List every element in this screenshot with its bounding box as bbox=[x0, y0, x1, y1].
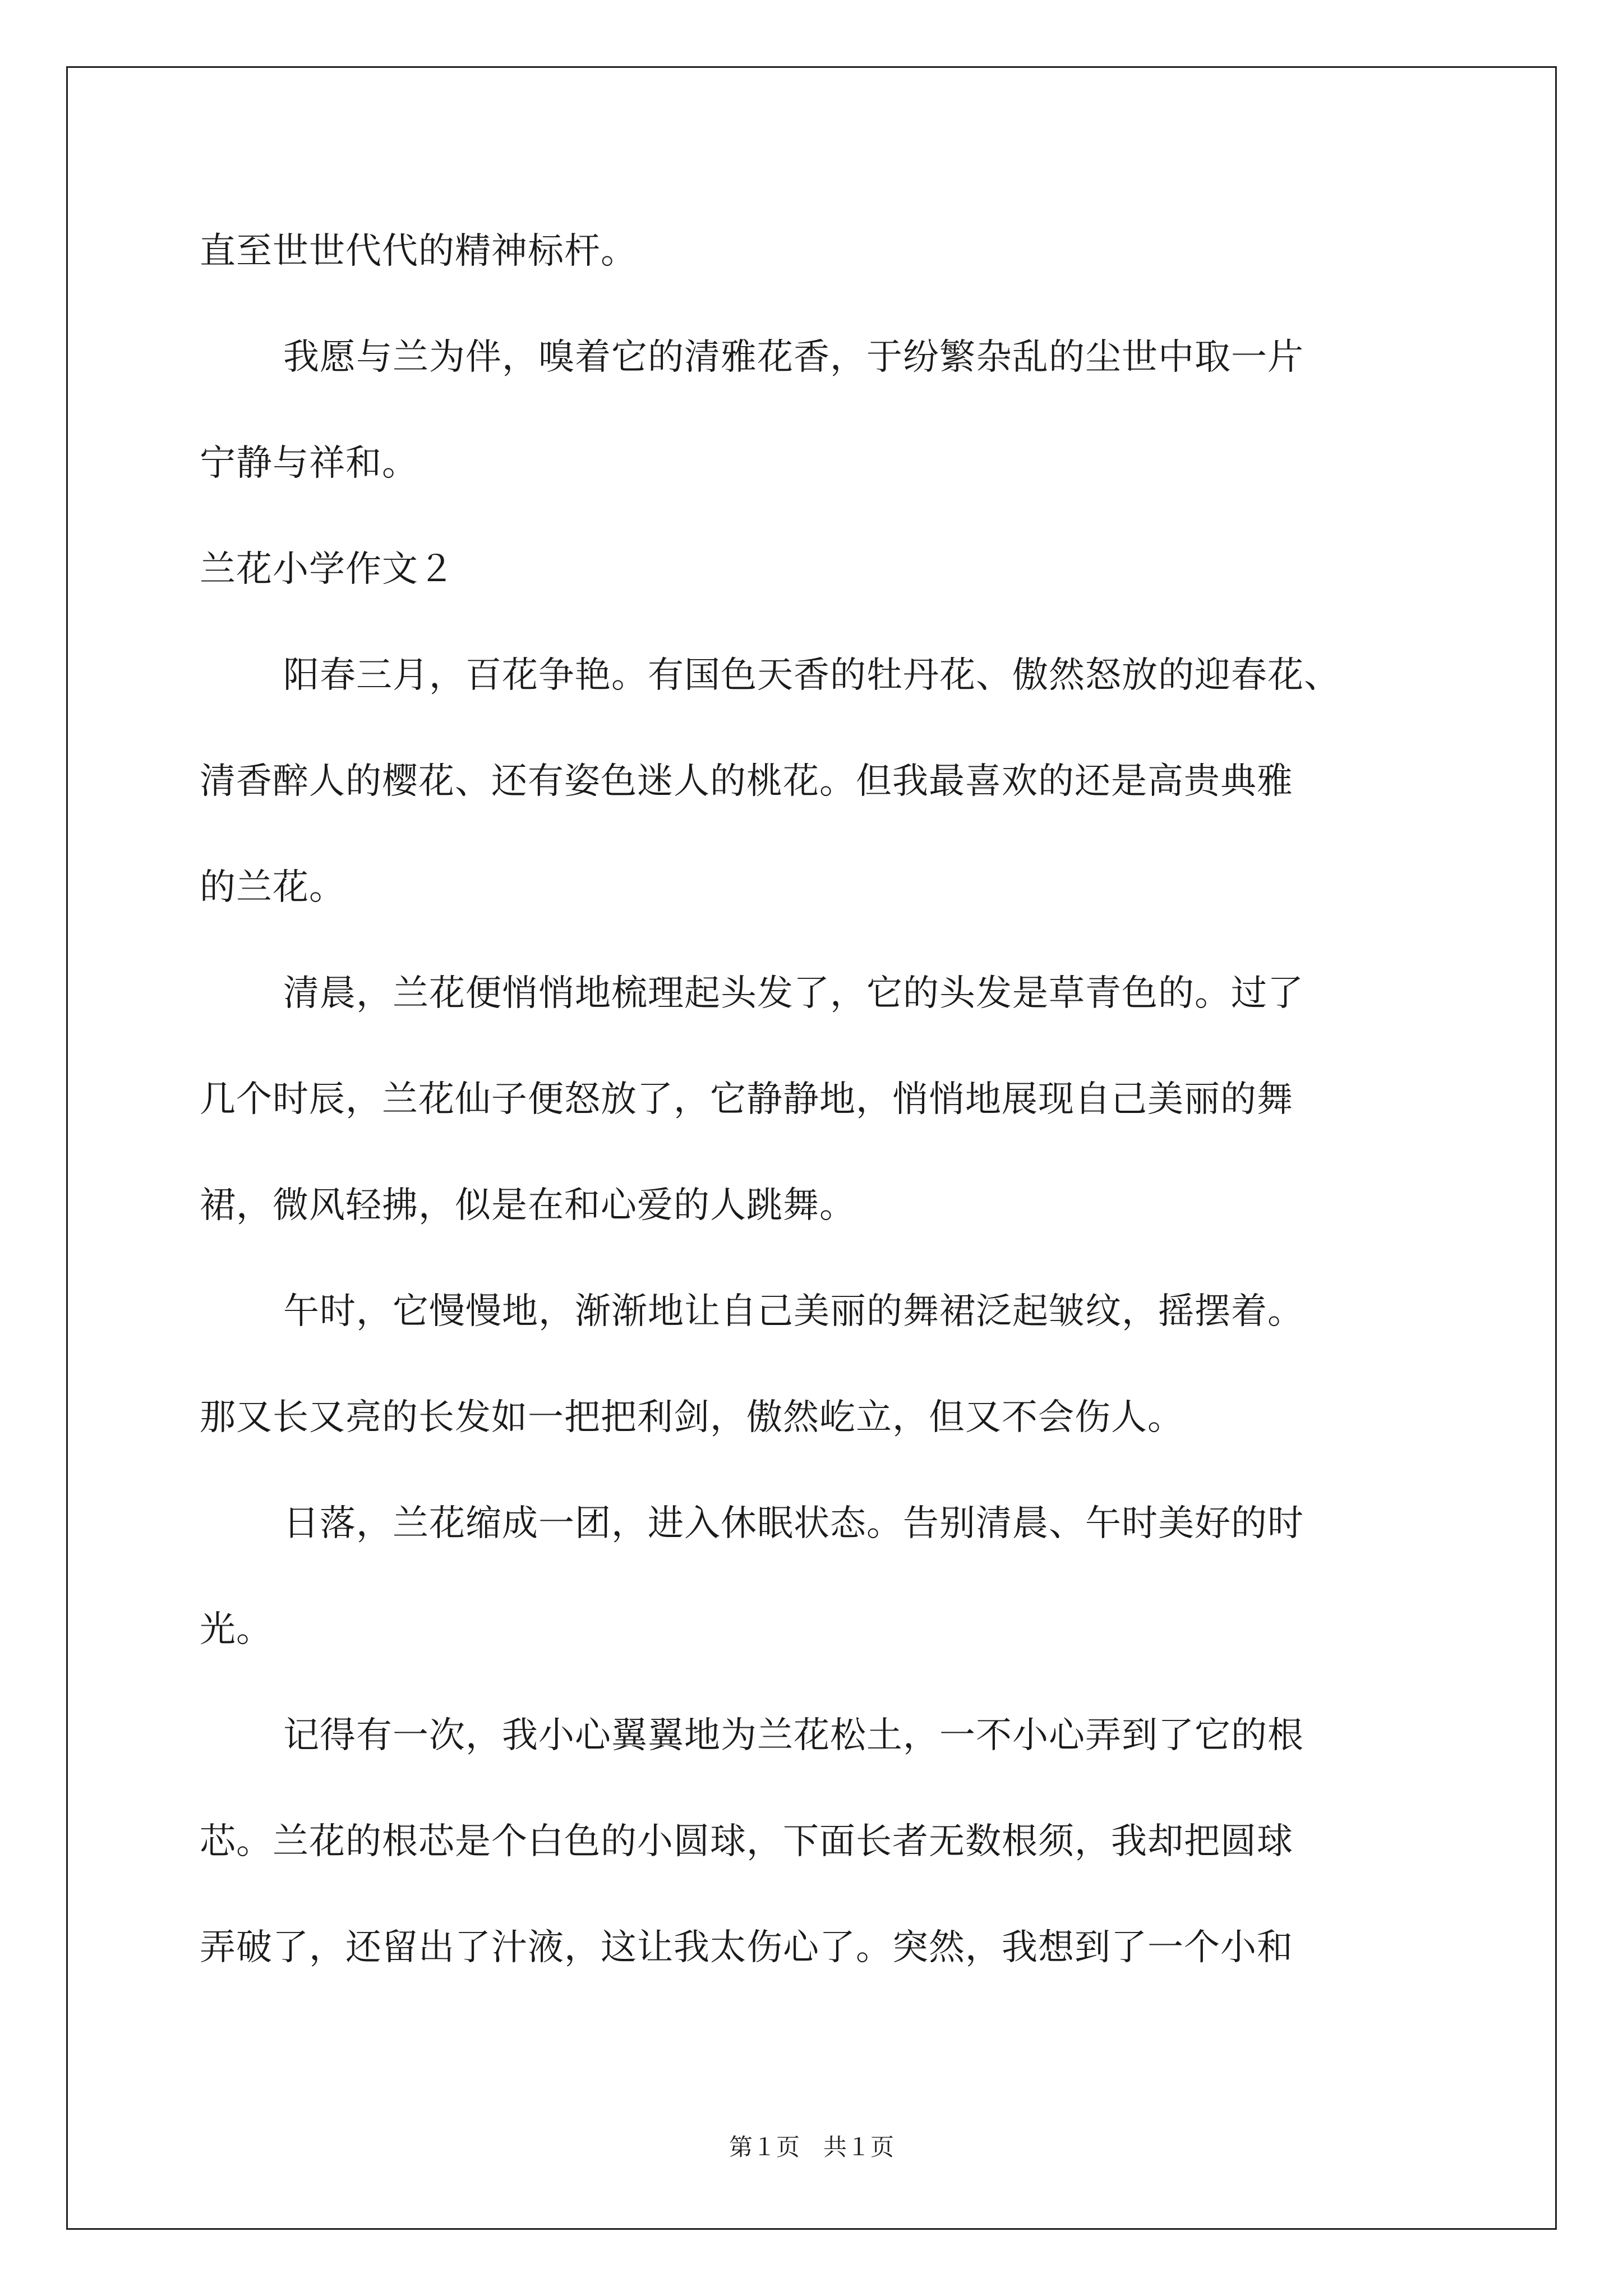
text-line-13: 日落，兰花缩成一团，进入休眠状态。告别清晨、午时美好的时 bbox=[283, 1503, 1304, 1544]
text-line-9: 几个时辰，兰花仙子便怒放了，它静静地，悄悄地展现自己美丽的舞 bbox=[200, 1079, 1293, 1120]
text-line-7: 的兰花。 bbox=[200, 867, 345, 908]
text-line-8: 清晨，兰花便悄悄地梳理起头发了，它的头发是草青色的。过了 bbox=[283, 973, 1304, 1014]
text-line-1: 直至世世代代的精神标杆。 bbox=[200, 231, 637, 272]
text-line-10: 裙，微风轻拂，似是在和心爱的人跳舞。 bbox=[200, 1185, 856, 1226]
text-line-3: 宁静与祥和。 bbox=[200, 443, 418, 484]
text-line-6: 清香醉人的樱花、还有姿色迷人的桃花。但我最喜欢的还是高贵典雅 bbox=[200, 761, 1293, 802]
text-line-16: 芯。兰花的根芯是个白色的小圆球，下面长者无数根须，我却把圆球 bbox=[200, 1821, 1293, 1862]
section-heading: 兰花小学作文２ bbox=[200, 549, 455, 590]
text-line-11: 午时，它慢慢地，渐渐地让自己美丽的舞裙泛起皱纹，摇摆着。 bbox=[283, 1291, 1304, 1332]
text-line-15: 记得有一次，我小心翼翼地为兰花松土，一不小心弄到了它的根 bbox=[283, 1715, 1304, 1756]
text-line-17: 弄破了，还留出了汁液，这让我太伤心了。突然，我想到了一个小和 bbox=[200, 1927, 1293, 1968]
text-line-14: 光。 bbox=[200, 1609, 273, 1650]
text-line-2: 我愿与兰为伴，嗅着它的清雅花香，于纷繁杂乱的尘世中取一片 bbox=[283, 337, 1304, 378]
page-footer: 第１页 共１页 bbox=[728, 2133, 894, 2161]
page-border bbox=[66, 66, 1557, 2230]
text-line-12: 那又长又亮的长发如一把把利剑，傲然屹立，但又不会伤人。 bbox=[200, 1397, 1184, 1438]
text-line-5: 阳春三月，百花争艳。有国色天香的牡丹花、傲然怒放的迎春花、 bbox=[283, 655, 1340, 696]
